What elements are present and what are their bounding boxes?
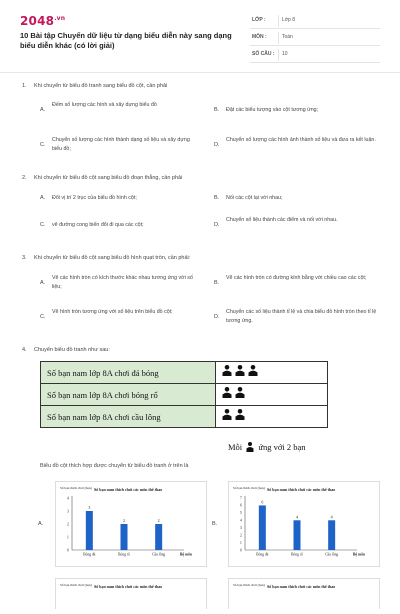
chart-title: Số bạn nam thích chơi các môn thể thao <box>94 584 163 589</box>
bar-chart-a <box>56 482 206 566</box>
x-tick-label: Cầu lông <box>325 552 339 557</box>
pictograph-row <box>41 406 328 428</box>
pictograph-label: Số bạn nam lớp 8A chơi đá bóng <box>41 362 216 384</box>
chart-title: Số bạn nam thích chơi các môn thể thao <box>267 487 336 492</box>
x-axis-label: Bộ môn <box>353 552 365 557</box>
y-tick-label: 6 <box>240 503 242 508</box>
pictograph-icons <box>216 362 328 384</box>
data-label: 3 <box>88 505 91 510</box>
person-icon <box>235 407 245 425</box>
option-label: A. <box>40 280 46 286</box>
y-tick-label: 4 <box>67 496 69 501</box>
question-4 <box>22 347 110 353</box>
option-label: B. <box>214 280 220 286</box>
option-text: Nối các cột lại với nhau; <box>226 195 283 201</box>
x-tick-label: Bóng đá <box>256 552 269 557</box>
person-icon <box>235 363 245 381</box>
question-number: 3. <box>22 255 27 261</box>
x-tick-label: Bóng đá <box>83 552 96 557</box>
page-header <box>0 0 400 72</box>
question-text: Chuyển biểu đồ tranh như sau: <box>34 347 110 353</box>
y-tick-label: 0 <box>67 548 69 553</box>
y-tick-label: 5 <box>240 511 242 516</box>
person-icon <box>235 385 245 403</box>
person-icon <box>248 363 258 381</box>
question-text: Khi chuyển từ biểu đồ cột sang biểu đồ đoạn thẳng, cần phải <box>34 175 183 181</box>
bar-chart-c <box>56 579 206 609</box>
bar <box>328 520 335 550</box>
y-axis-label: Số bạn thích chơi (bạn) <box>233 486 265 490</box>
data-label: 4 <box>296 514 298 520</box>
chart-title: Số bạn nam thích chơi các môn thể thao <box>267 584 336 589</box>
bar <box>86 511 93 550</box>
meta-row-class <box>250 14 380 29</box>
pictograph-legend <box>228 442 306 454</box>
page-title: 10 Bài tập Chuyển dữ liệu từ dạng biểu diễn này sang dạng biểu diễn khác (có lời giải) <box>20 31 232 50</box>
y-tick-label: 2 <box>240 533 242 538</box>
legend-text-before: Mỗi <box>228 442 243 452</box>
y-tick-label: 1 <box>240 540 242 545</box>
meta-value: Lớp 8 <box>282 17 296 23</box>
option-text: Đếm số lượng các hình và xây dựng biểu đồ <box>52 102 157 108</box>
question-number: 2. <box>22 175 27 181</box>
y-axis-label: Số bạn thích chơi (bạn) <box>60 583 92 587</box>
data-label: 6 <box>261 499 264 505</box>
x-tick-label: Bóng rổ <box>291 552 303 557</box>
option-label: D. <box>214 222 220 228</box>
question-text: Khi chuyển từ biểu đồ tranh sang biểu đồ cột, cần phải <box>34 83 168 89</box>
pictograph-row <box>41 362 328 384</box>
y-tick-label: 3 <box>240 526 242 531</box>
y-axis-label: Số bạn thích chơi (bạn) <box>60 486 92 490</box>
pictograph-icons <box>216 406 328 428</box>
question-4-prompt: Biểu đồ cột thích hợp được chuyển từ biểu đồ tranh ở trên là <box>40 463 189 469</box>
option-text: Chuyển số liệu thành các điểm và nối với nhau. <box>226 217 338 223</box>
y-tick-label: 3 <box>67 509 69 514</box>
header-divider <box>0 72 400 73</box>
option-label: C. <box>40 142 46 148</box>
meta-value: Toán <box>282 34 293 40</box>
option-text: Chuyển số lượng các hình thành dạng số liệu và xây dựng biểu đồ; <box>52 137 190 152</box>
pictograph-row <box>41 384 328 406</box>
data-label: 2 <box>157 518 160 523</box>
option-label: C. <box>40 222 46 228</box>
x-axis-label: Bộ môn <box>180 552 192 557</box>
option-text: vẽ đường cong biến đổi đi qua các cột; <box>52 222 144 228</box>
y-tick-label: 1 <box>67 535 69 540</box>
meta-key: LỚP : <box>252 17 266 23</box>
question-3 <box>22 255 190 261</box>
question-text: Khi chuyển từ biểu đồ cột sang biểu đồ hình quạt tròn, cần phải: <box>34 255 191 261</box>
option-label: D. <box>214 142 220 148</box>
question-2 <box>22 175 182 181</box>
pictograph-icons <box>216 384 328 406</box>
logo-suffix: .vn <box>54 15 66 22</box>
meta-key: SỐ CÂU : <box>252 51 275 57</box>
option-text: Vẽ các hình tròn có kích thước khác nhau tương ứng với số liệu; <box>52 275 193 290</box>
pictograph-table <box>40 361 328 428</box>
option-text: Đổi vị trí 2 trục của biểu đồ hình cột; <box>52 195 137 201</box>
logo-text: 2048 <box>20 14 55 28</box>
chart-option-a[interactable] <box>55 481 207 567</box>
y-axis-label: Số bạn thích chơi (bạn) <box>233 583 265 587</box>
bar <box>155 524 162 550</box>
bar <box>259 505 266 550</box>
pictograph-label: Số bạn nam lớp 8A chơi bóng rổ <box>41 384 216 406</box>
option-text: Đặt các biểu tượng vào cột tương ứng; <box>226 107 319 113</box>
data-label: 2 <box>123 518 125 523</box>
data-label: 4 <box>330 514 333 520</box>
option-label: D. <box>214 314 220 320</box>
bar <box>121 524 128 550</box>
y-tick-label: 4 <box>240 518 242 523</box>
option-label: A. <box>40 195 46 201</box>
option-label: A. <box>40 107 46 113</box>
option-text: Chuyển số lượng các hình ảnh thành số liệu và đưa ra kết luận. <box>226 137 376 143</box>
bar-chart-d <box>229 579 379 609</box>
person-icon <box>222 363 232 381</box>
chart-option-b[interactable] <box>228 481 380 567</box>
question-1 <box>22 83 167 89</box>
site-logo[interactable] <box>20 14 65 28</box>
x-tick-label: Bóng rổ <box>118 552 130 557</box>
pictograph-label: Số bạn nam lớp 8A chơi cầu lông <box>41 406 216 428</box>
option-text: Vẽ hình tròn tương ứng với số liệu trên biểu đồ cột; <box>52 309 173 315</box>
chart-title: Số bạn nam thích chơi các môn thể thao <box>94 487 163 492</box>
person-icon <box>246 442 254 454</box>
meta-value: 10 <box>282 51 288 57</box>
meta-row-count <box>250 48 380 63</box>
option-text: Chuyển các số liệu thành tỉ lệ và chia biểu đồ hình tròn theo tỉ lệ tương ứng. <box>226 309 377 324</box>
question-number: 1. <box>22 83 27 89</box>
option-label: C. <box>40 314 46 320</box>
option-4b-label[interactable]: B. <box>212 521 218 527</box>
meta-panel <box>250 14 380 65</box>
option-label: B. <box>214 107 220 113</box>
x-tick-label: Cầu lông <box>152 552 166 557</box>
person-icon <box>222 385 232 403</box>
y-tick-label: 0 <box>240 548 242 553</box>
bar-chart-b <box>229 482 379 566</box>
option-text: Vẽ các hình tròn có đường kính bằng với chiều cao các cột; <box>226 275 367 281</box>
y-tick-label: 7 <box>240 496 242 501</box>
y-tick-label: 2 <box>67 522 69 527</box>
option-label: B. <box>214 195 220 201</box>
chart-option-c[interactable] <box>55 578 207 609</box>
option-4a-label[interactable]: A. <box>38 521 44 527</box>
meta-key: MÔN : <box>252 34 267 40</box>
legend-text-after: ứng với 2 bạn <box>258 442 306 452</box>
chart-option-d[interactable] <box>228 578 380 609</box>
person-icon <box>222 407 232 425</box>
bar <box>294 520 301 550</box>
question-number: 4. <box>22 347 27 353</box>
meta-row-subject <box>250 31 380 46</box>
